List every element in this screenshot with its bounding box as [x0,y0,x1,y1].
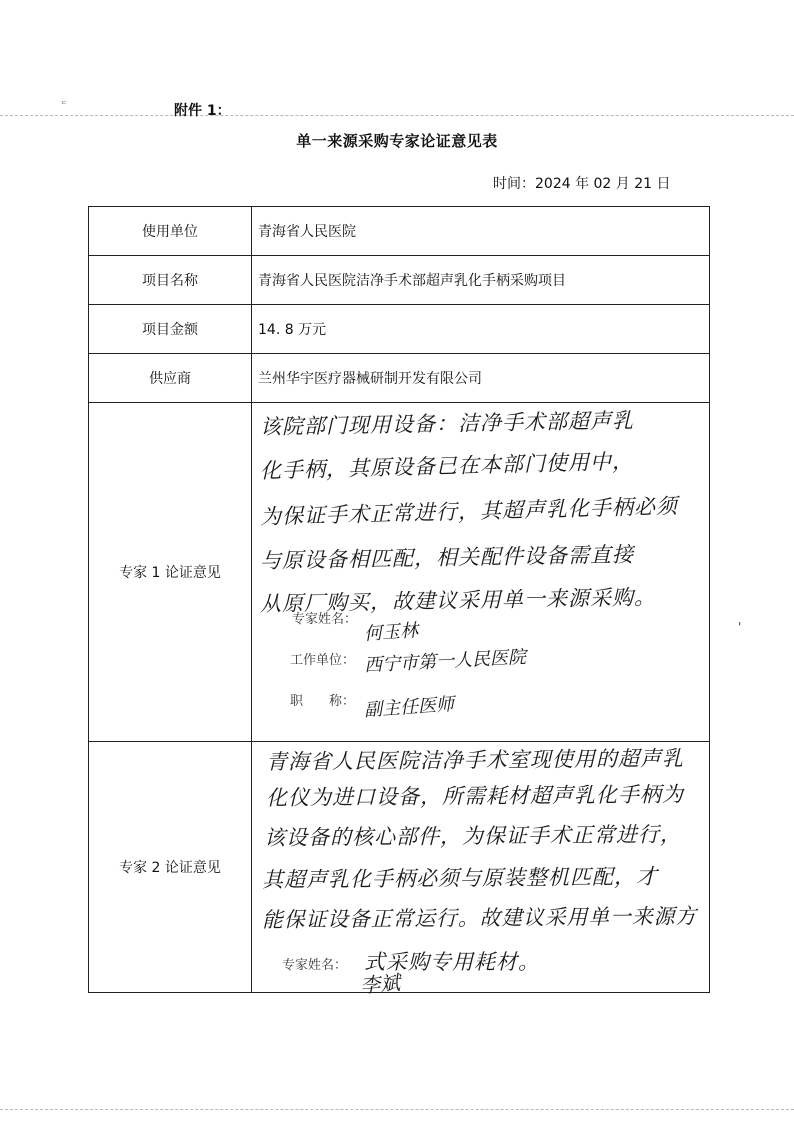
date-value: 2024 年 02 月 21 日 [535,176,671,192]
table-row [89,207,710,256]
expert1-opinion-line: 与原设备相匹配，相关配件设备需直接 [259,542,635,573]
expert1-opinion-cell [252,403,710,742]
expert1-name-label: 专家姓名： [292,612,358,627]
row-label-project: 项目名称 [89,256,252,305]
table-row [89,305,710,354]
expert1-name-signature: 何玉林 [363,620,419,645]
expert1-label: 专家 1 论证意见 [89,403,252,742]
expert2-name-signature: 李斌 [359,970,402,998]
row-value-supplier: 兰州华宇医疗器械研制开发有限公司 [252,354,710,403]
expert1-org-label: 工作单位： [290,653,356,668]
expert2-opinion-line: 其超声乳化手柄必须与原装整机匹配，才 [261,864,659,892]
date-line [493,173,671,193]
page-title: 单一来源采购专家论证意见表 [296,132,498,150]
expert2-opinion-cell [252,742,710,993]
opinion-form-table [88,206,710,993]
expert2-opinion-line: 化仪为进口设备，所需耗材超声乳化手柄为 [265,782,685,810]
expert1-opinion-line: 从原厂购买，故建议采用单一来源采购。 [259,585,657,616]
attachment-label: 附件 1： [174,103,231,119]
row-label-amount: 项目金额 [89,305,252,354]
scan-edge-bottom [0,1109,794,1110]
margin-mark: ' [738,620,742,634]
row-label-unit: 使用单位 [89,207,252,256]
table-row [89,742,710,993]
date-prefix: 时间： [493,176,535,192]
row-value-project: 青海省人民医院洁净手术部超声乳化手柄采购项目 [252,256,710,305]
expert2-opinion-line: 该设备的核心部件，为保证手术正常进行， [263,822,683,850]
expert2-label: 专家 2 论证意见 [89,742,252,993]
corner-mark: ᄃ [60,101,68,110]
row-value-unit: 青海省人民医院 [252,207,710,256]
row-value-amount: 14. 8 万元 [252,305,710,354]
table-row [89,403,710,742]
expert1-title-handwritten: 副主任医师 [363,693,455,722]
expert1-org-handwritten: 西宁市第一人民医院 [363,646,527,677]
expert1-opinion-line: 该院部门现用设备：洁净手术部超声乳 [259,408,635,439]
expert2-name-label: 专家姓名： [282,958,348,973]
row-label-supplier: 供应商 [89,354,252,403]
table-row [89,354,710,403]
expert1-title-label: 职 称： [290,694,356,709]
scan-edge-top [0,115,794,116]
table-row [89,256,710,305]
expert1-opinion-line: 为保证手术正常进行，其超声乳化手柄必须 [259,494,679,529]
expert2-opinion-line: 能保证设备正常运行。故建议采用单一来源方 [261,904,698,932]
expert1-opinion-line: 化手柄，其原设备已在本部门使用中， [259,449,635,483]
expert2-opinion-line: 式采购专用耗材。 [364,950,540,974]
expert2-opinion-line: 青海省人民医院洁净手术室现使用的超声乳 [265,746,685,774]
